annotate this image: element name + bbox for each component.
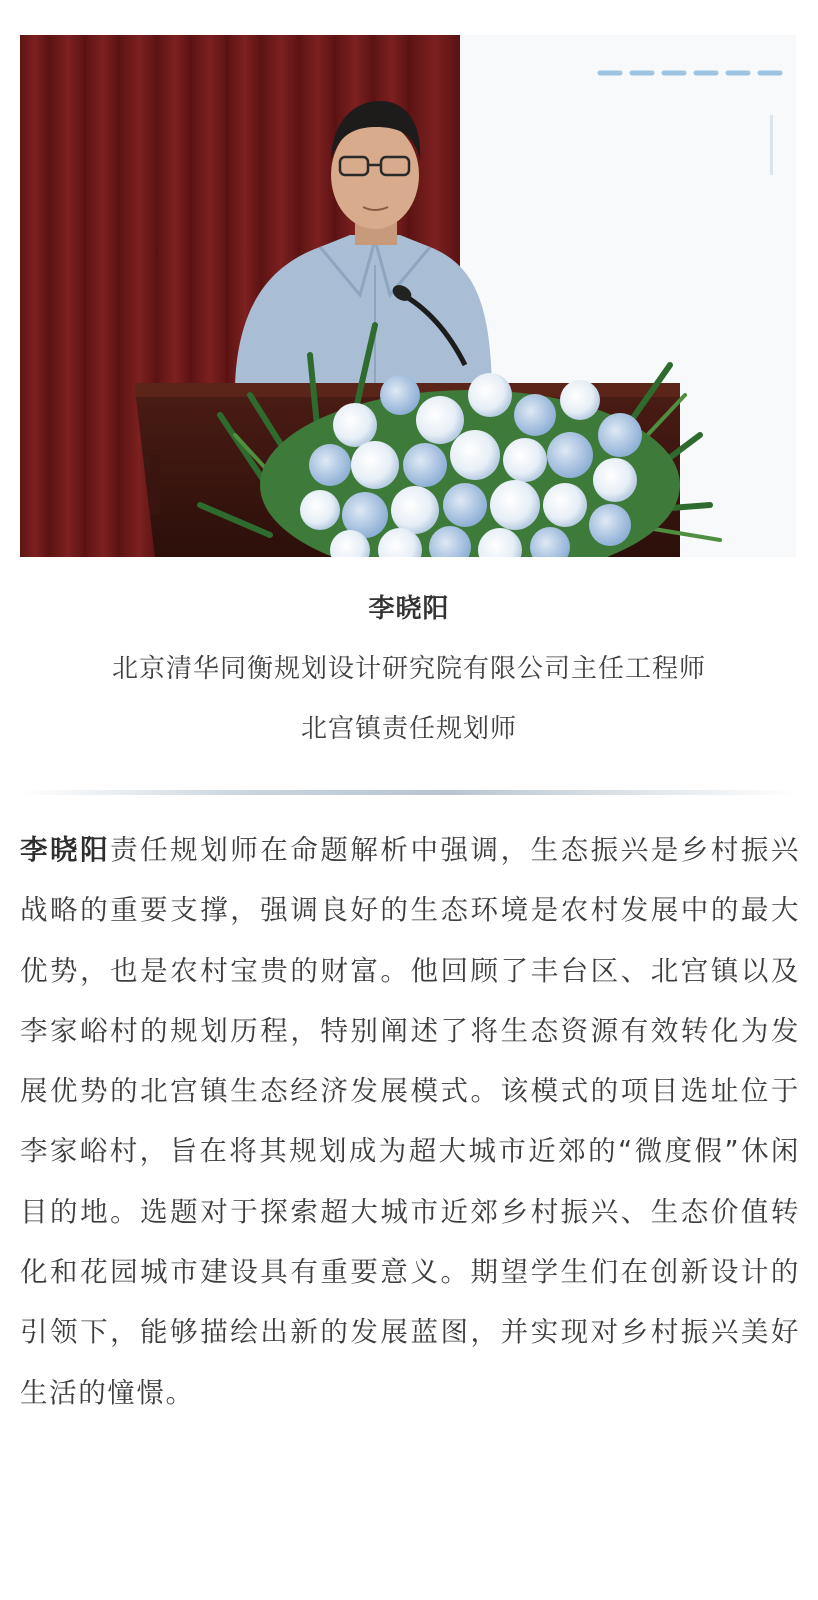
speaker-photo bbox=[20, 35, 796, 557]
article-paragraph bbox=[20, 820, 800, 1423]
article-text: 责任规划师在命题解析中强调，生态振兴是乡村振兴战略的重要支撑，强调良好的生态环境是农村发展中的最大优势，也是农村宝贵的财富。他回顾了丰台区、北宫镇以及李家峪村的规划历程，特别阐述了将生态资源有效转化为发展优势的北宫镇生态经济发展模式。该模式的项目选址位于李家峪村，旨在将其规划成为超大城市近郊的“微度假”休闲目的地。选题对于探索超大城市近郊乡村振兴、生态价值转化和花园城市建设具有重要意义。期望学生们在创新设计的引领下，能够描绘出新的发展蓝图，并实现对乡村振兴美好生活的憧憬。 bbox=[20, 834, 800, 1409]
speaker-name: 李晓阳 bbox=[368, 594, 450, 624]
section-divider bbox=[20, 790, 798, 795]
speaker-title: 北京清华同衡规划设计研究院有限公司主任工程师 bbox=[111, 654, 706, 684]
speaker-photo-illustration bbox=[20, 35, 796, 557]
speaker-role: 北宫镇责任规划师 bbox=[300, 714, 517, 744]
article-lead-name: 李晓阳 bbox=[20, 834, 111, 866]
